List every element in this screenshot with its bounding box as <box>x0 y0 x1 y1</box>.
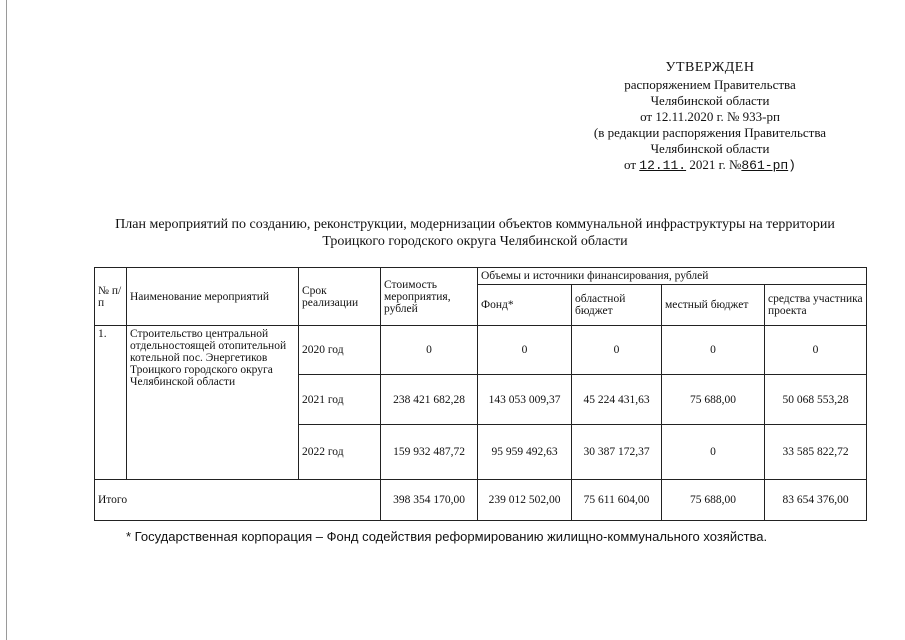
total-regional: 75 611 604,00 <box>572 480 662 521</box>
approval-from: от <box>624 157 637 172</box>
header-volumes: Объемы и источники финансирования, рублей <box>478 268 867 285</box>
total-participant: 83 654 376,00 <box>765 480 867 521</box>
revision-year: 2021 г. № <box>689 157 742 172</box>
row-cost: 159 932 487,72 <box>381 425 478 480</box>
title-line-2: Троицкого городского округа Челябинской области <box>322 234 628 249</box>
header-name: Наименование мероприятий <box>127 268 299 326</box>
page-edge-line <box>6 0 7 640</box>
total-cost: 398 354 170,00 <box>381 480 478 521</box>
revision-close: ) <box>788 158 796 173</box>
row-fund: 0 <box>478 326 572 375</box>
total-label: Итого <box>95 480 381 521</box>
title-line-1: План мероприятий по созданию, реконструкции, модернизации объектов коммунальной инфраструктуры на территории <box>115 217 835 232</box>
item-num: 1. <box>95 326 127 480</box>
row-participant: 50 068 553,28 <box>765 375 867 425</box>
revision-date: 12.11. <box>639 158 687 173</box>
row-year: 2020 год <box>299 326 381 375</box>
total-fund: 239 012 502,00 <box>478 480 572 521</box>
approval-header: УТВЕРЖДЕН <box>665 60 755 75</box>
header-period: Срок реализации <box>299 268 381 326</box>
row-cost: 238 421 682,28 <box>381 375 478 425</box>
row-participant: 0 <box>765 326 867 375</box>
header-participant: средства участника проекта <box>765 285 867 326</box>
row-regional: 30 387 172,37 <box>572 425 662 480</box>
row-regional: 0 <box>572 326 662 375</box>
row-participant: 33 585 822,72 <box>765 425 867 480</box>
footnote: * Государственная корпорация – Фонд содействия реформированию жилищно-коммунального хозяйства. <box>126 529 768 544</box>
approval-line: (в редакции распоряжения Правительства <box>593 125 827 140</box>
row-local: 0 <box>662 326 765 375</box>
header-regional: областной бюджет <box>572 285 662 326</box>
approval-line: Челябинской области <box>650 93 770 108</box>
approval-line: распоряжением Правительства <box>624 77 796 92</box>
row-cost: 0 <box>381 326 478 375</box>
row-fund: 143 053 009,37 <box>478 375 572 425</box>
row-local: 0 <box>662 425 765 480</box>
document-title <box>70 216 880 250</box>
approval-stamp <box>565 60 855 174</box>
row-year: 2022 год <box>299 425 381 480</box>
header-fund: Фонд* <box>478 285 572 326</box>
header-local: местный бюджет <box>662 285 765 326</box>
header-num: № п/п <box>95 268 127 326</box>
approval-line: от 12.11.2020 г. № 933-рп <box>640 109 780 124</box>
approval-line: Челябинской области <box>650 141 770 156</box>
row-fund: 95 959 492,63 <box>478 425 572 480</box>
item-name: Строительство центральной отдельностоящей отопительной котельной пос. Энергетиков Троицкого городского округа Челябинской области <box>127 326 299 480</box>
row-regional: 45 224 431,63 <box>572 375 662 425</box>
total-local: 75 688,00 <box>662 480 765 521</box>
revision-number: 861-рп <box>741 158 789 173</box>
approval-revision-line <box>565 157 855 174</box>
row-local: 75 688,00 <box>662 375 765 425</box>
row-year: 2021 год <box>299 375 381 425</box>
header-cost: Стоимость мероприятия, рублей <box>381 268 478 326</box>
plan-table <box>94 267 867 521</box>
